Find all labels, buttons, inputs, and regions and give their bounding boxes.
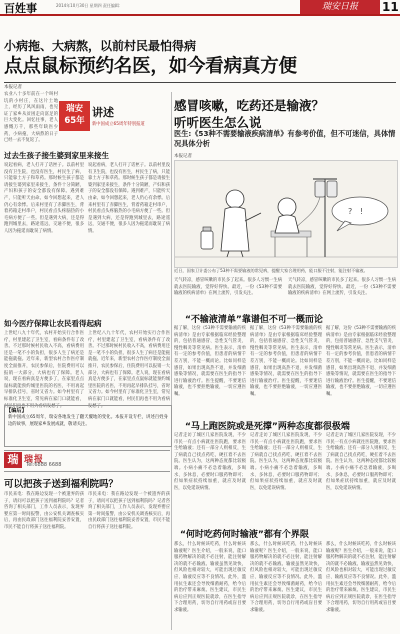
cartoon-drawing — [175, 161, 397, 267]
feature-body-a1: 据了解，这份《53种不需要输液的疾病清单》是由专家根据临床经验整理的，包括普通感冒、急性支气管炎、慢性咽炎等常见病。医生表示，清单有一定的参考价值，但患者的病情千差万别，不能一概而论。比如同样是感冒，如果出现高热不退、并发细菌感染等情况，就需要在医生的指导下进行输液治疗。医生提醒，不要迷信输液，也不要拒绝输液，一切应遵医嘱。 — [174, 326, 246, 397]
feature-subtitle: 医生:《53种不需要输液疾病清单》有参考价值，但不可迷信，具体情况具体分析 — [174, 129, 396, 148]
feature-subhead-b: “马上跑医院或是死撑”两种态度都很极端 — [185, 422, 350, 432]
feature-byline: 本报记者 — [174, 154, 192, 159]
feature-body-a3: 据了解，这份《53种不需要输液的疾病清单》是由专家根据临床经验整理的，包括普通感冒、急性支气管炎、慢性咽炎等常见病。医生表示，清单有一定的参考价值，但患者的病情千差万别，不能一概而论。比如同样是感冒，如果出现高热不退、并发细菌感染等情况，就需要在医生的指导下进行输液治疗。医生提醒，不要迷信输液，也不要拒绝输液，一切应遵医嘱。 — [326, 326, 396, 397]
feature-body-c1: 那么，什么时候该吃药，什么时候该输液呢？医生介绍，一般来说，能口服药物解决的就不必注射，能注射解决的就不必输液。输液虽然见效快，但风险也相对较大，可能出现过敏反应、输液反应等不良情况。此外，滥用抗生素还会导致细菌耐药，给今后的治疗带来麻烦。医生建议，市民生病后应到正规医院就诊，在医生指导下合理用药，切勿自行用药或盲目要求输液。 — [174, 542, 246, 613]
feature-subhead-a: “不输液清单”靠谱但不可一概而论 — [185, 315, 323, 325]
svg-text:?: ? — [348, 207, 353, 216]
feature-body-a2: 据了解，这份《53种不需要输液的疾病清单》是由专家根据临床经验整理的，包括普通感冒、急性支气管炎、慢性咽炎等常见病。医生表示，清单有一定的参考价值，但患者的病情千差万别，不能一概而论。比如同样是感冒，如果出现高热不退、并发细菌感染等情况，就需要在医生的指导下进行输液治疗。医生提醒，不要迷信输液，也不要拒绝输液，一切应遵医嘱。 — [250, 326, 322, 397]
feature-intro-2: 天气转凉，感冒咳嗽的市民多了起来。很多人习惯一生病就去医院输液，觉得好得快。最近，一份《53种不需要输液的疾病清单》在网上流传，引发关注。 — [288, 278, 396, 297]
feature-title-line1: 感冒咳嗽，吃药还是输液？ — [174, 98, 325, 113]
lead-intro: 农业八十多年前在一个叫村坑的小村庄，在这片土地上，经历了风风雨雨，也见证了家乡从贫困走向富足的巨大变化。回忆往事，老人感慨万千，那些年缺医少药，小病拖、大病熬的日子已经一去不复返了。 — [4, 92, 58, 144]
feature-body-b1: 记者走访了城区几家医院发现，不少市民一有点小病就往医院跑，要求医生给输液；还有一部分人则相反，生了病就自己找点药吃，硬扛着不去医院。医生认为，这两种态度都比较极端。小病小痛不必急着输液，多喝水、多休息，必要时口服药物即可；但如果症状持续加重，就应及时就医，以免延误病情。 — [174, 433, 246, 491]
column-name: 讲述 — [92, 106, 114, 119]
column-badge — [59, 101, 90, 131]
column-divider — [171, 92, 172, 630]
lead-subhead-b: 如今医疗保障让农民看得起病 — [4, 319, 102, 328]
cartoon-caption: 近日，国家卫计委公布了53种不需要输液的常见病，提醒大家合理用药，能口服不注射，能注射不输液。 — [174, 268, 368, 273]
paper-logo: 瑞安日报 — [300, 0, 380, 14]
lead-body-a2: 说起看病，老人打开了话匣子。以前村里没有卫生院，也没有医生，村民生了病，只能靠土方子和草药。那时候生孩子都是请接生婆到家里来接生，条件十分简陋，产妇和孩子的安全都没有保障。遇到难产，只能听天由命。如今回想起来，老人仍心有余悸。后来村里有了赤脚医生，背着药箱走村串户，村民看点头疼脑热的小毛病方便了一些。但是遇到大病，还是得跑到城里去，路途遥远，交通不便，很多人因为拖延而耽误了病情。 — [88, 163, 170, 234]
feature-body-b3: 记者走访了城区几家医院发现，不少市民一有点小病就往医院跑，要求医生给输液；还有一部分人则相反，生了病就自己找点药吃，硬扛着不去医院。医生认为，这两种态度都比较极端。小病小痛不必急着输液，多喝水、多休息，必要时口服药物即可；但如果症状持续加重，就应及时就医，以免延误病情。 — [326, 433, 396, 491]
column-subtitle: 新中国成立65周年特别报道 — [92, 122, 145, 127]
badge-line2: 65年 — [64, 116, 85, 126]
section-title: 百姓事 — [4, 2, 37, 15]
feature-body-c3: 那么，什么时候该吃药，什么时候该输液呢？医生介绍，一般来说，能口服药物解决的就不必注射，能注射解决的就不必输液。输液虽然见效快，但风险也相对较大，可能出现过敏反应、输液反应等不良情况。此外，滥用抗生素还会导致细菌耐药，给今后的治疗带来麻烦。医生建议，市民生病后应到正规医院就诊，在医生指导下合理用药，切勿自行用药或盲目要求输液。 — [326, 542, 396, 613]
lead-kicker: 小病拖、大病熬，以前村民最怕得病 — [4, 39, 197, 53]
lead-body-b2: 上世纪八九十年代，农村开始实行合作医疗，村里建起了卫生室，看病条件有了改善。不过那时候村民收入不高，看病费用还是一笔不小的负担，很多人生了病还是能拖就拖。近年来，新型农村合作医疗制度全面推开，农民参保后，住院费用可以报销一大部分，大病也有了保障。老人说，现在看病真是方便多了，在家里点点鼠标就能预约城里医院的名医，不用再起早排队挂号，省时又省力。如今村里有了标准化卫生室，常见病在家门口就能看，村民们再也不用为看病发愁了。 — [88, 331, 170, 409]
svg-text:!: ! — [360, 207, 364, 216]
ruibao-body-1: 市民来电：我在路边发现一个被遗弃的孩子，请问可以把孩子送到福利院吗？记者咨询了相关部门，工作人员表示，发现弃婴应第一时间报警，由公安机关调查核实后，再由民政部门送往福利院妥善安置，市民不能自行将孩子送往福利院。 — [4, 492, 84, 530]
feature-title-line2: 听听医生怎么说 — [174, 115, 262, 130]
ruibao-question: 可以把孩子送到福利院吗？ — [4, 479, 119, 490]
lead-headline: 点点鼠标预约名医，如今看病真方便 — [4, 56, 297, 77]
cartoon-illustration — [174, 160, 398, 268]
lead-subhead-a: 过去生孩子接生婆到家里来接生 — [4, 151, 109, 160]
page-number: 11 — [382, 0, 399, 14]
ruibao-tel: Tel:6888 6688 — [26, 462, 62, 468]
lead-body-b1: 上世纪八九十年代，农村开始实行合作医疗，村里建起了卫生室，看病条件有了改善。不过那时候村民收入不高，看病费用还是一笔不小的负担，很多人生了病还是能拖就拖。近年来，新型农村合作医疗制度全面推开，农民参保后，住院费用可以报销一大部分，大病也有了保障。老人说，现在看病真是方便多了，在家里点点鼠标就能预约城里医院的名医，不用再起早排队挂号，省时又省力。如今村里有了标准化卫生室，常见病在家门口就能看，村民们再也不用为看病发愁了。 — [4, 331, 84, 409]
issue-date: 2014年10月30日 星期四 责任编辑： — [56, 3, 123, 8]
feature-subhead-c: “何时吃药何时输液”都有个界限 — [180, 530, 309, 540]
editor-note-label: 【编后】 — [6, 408, 27, 414]
ruibao-title: 瑞报 — [24, 455, 45, 465]
lead-byline: 本报记者 — [4, 85, 22, 90]
divider — [4, 82, 396, 83]
ruibao-body-2: 市民来电：我在路边发现一个被遗弃的孩子，请问可以把孩子送到福利院吗？记者咨询了相关部门，工作人员表示，发现弃婴应第一时间报警，由公安机关调查核实后，再由民政部门送往福利院妥善安置，市民不能自行将孩子送往福利院。 — [88, 492, 170, 530]
feature-body-b2: 记者走访了城区几家医院发现，不少市民一有点小病就往医院跑，要求医生给输液；还有一部分人则相反，生了病就自己找点药吃，硬扛着不去医院。医生认为，这两种态度都比较极端。小病小痛不必急着输液，多喝水、多休息，必要时口服药物即可；但如果症状持续加重，就应及时就医，以免延误病情。 — [250, 433, 322, 491]
ruibao-mark: 瑞 — [4, 452, 22, 468]
feature-intro-1: 天气转凉，感冒咳嗽的市民多了起来。很多人习惯一生病就去医院输液，觉得好得快。最近，一份《53种不需要输液的疾病清单》在网上流传，引发关注。 — [174, 278, 282, 297]
feature-body-c2: 那么，什么时候该吃药，什么时候该输液呢？医生介绍，一般来说，能口服药物解决的就不必注射，能注射解决的就不必输液。输液虽然见效快，但风险也相对较大，可能出现过敏反应、输液反应等不良情况。此外，滥用抗生素还会导致细菌耐药，给今后的治疗带来麻烦。医生建议，市民生病后应到正规医院就诊，在医生指导下合理用药，切勿自行用药或盲目要求输液。 — [250, 542, 322, 613]
editor-note-text: 新中国成立65周年，瑞安各地发生了翻天覆地的变化。本报开设专栏，讲述百姓身边的故事，展现家乡发展成就，敬请关注。 — [8, 415, 168, 427]
badge-line1: 瑞安 — [65, 104, 83, 114]
lead-body-a1: 说起看病，老人打开了话匣子。以前村里没有卫生院，也没有医生，村民生了病，只能靠土方子和草药。那时候生孩子都是请接生婆到家里来接生，条件十分简陋，产妇和孩子的安全都没有保障。遇到难产，只能听天由命。如今回想起来，老人仍心有余悸。后来村里有了赤脚医生，背着药箱走村串户，村民看点头疼脑热的小毛病方便了一些。但是遇到大病，还是得跑到城里去，路途遥远，交通不便，很多人因为拖延而耽误了病情。 — [4, 163, 84, 234]
